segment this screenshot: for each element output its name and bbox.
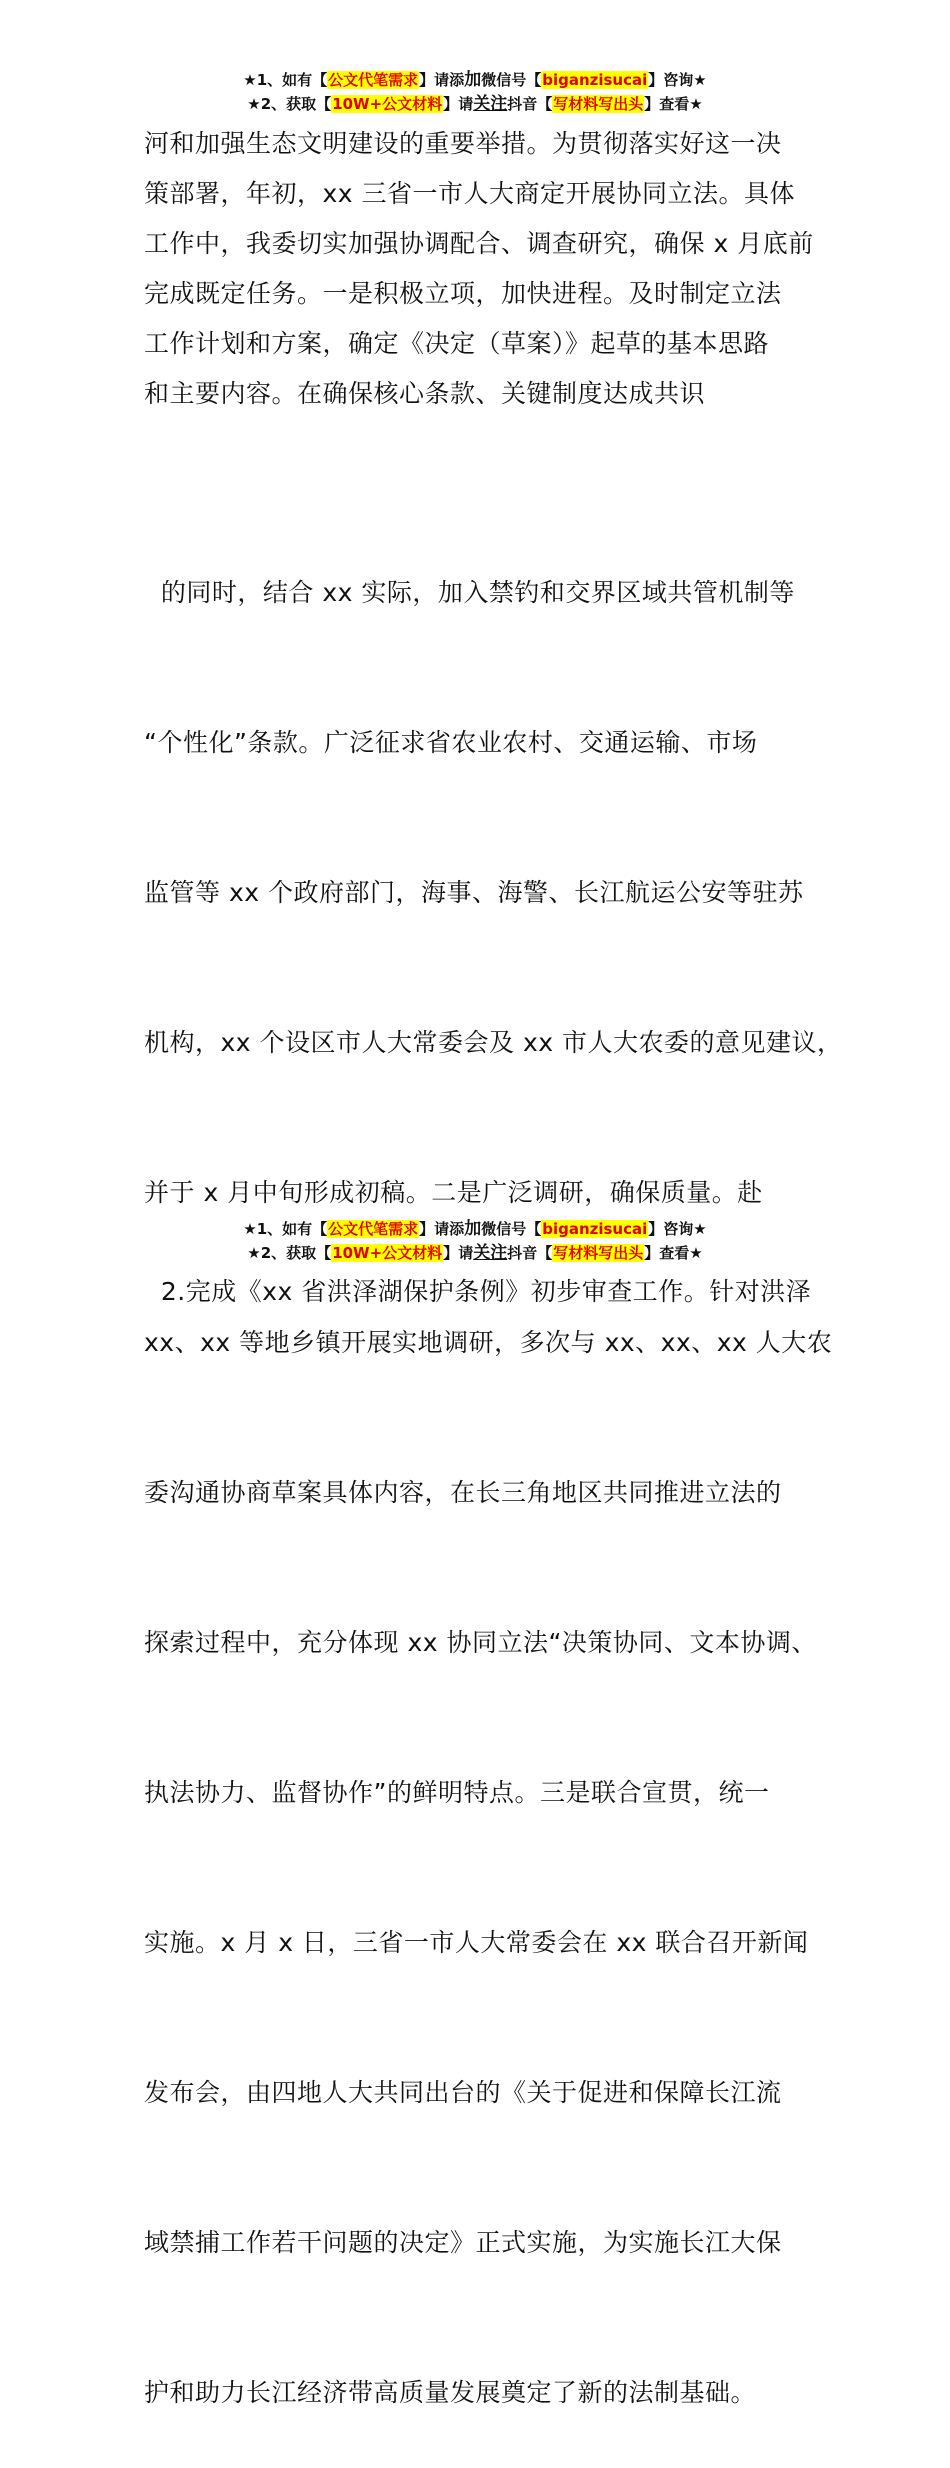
- highlight-douyin-id: 写材料写出头: [553, 95, 644, 113]
- highlight-service: 公文代笔需求: [328, 71, 419, 89]
- banner-text: 】查看★: [644, 1244, 703, 1262]
- text-line: 工作中，我委切实加强协调配合、调查研究，确保 x 月底前: [144, 229, 814, 258]
- banner-text: ★1、如有【: [243, 1220, 328, 1238]
- text-line: 策部署，年初，xx 三省一市人大商定开展协同立法。具体: [144, 179, 796, 208]
- banner-line-1: [0, 68, 950, 92]
- text-line: 探索过程中，充分体现 xx 协同立法“决策协同、文本协调、: [144, 1628, 817, 1657]
- text-line: 工作计划和方案，确定《决定（草案）》起草的基本思路: [144, 329, 770, 358]
- header-banner: [0, 68, 950, 116]
- text-line: 发布会，由四地人大共同出台的《关于促进和保障长江流: [144, 2078, 782, 2107]
- banner-text: ★2、获取【: [247, 95, 332, 113]
- highlight-materials: 10W+公文材料: [332, 95, 443, 113]
- text-line: xx、xx 等地乡镇开展实地调研，多次与 xx、xx、xx 人大农: [144, 1328, 833, 1357]
- banner-text: 】请: [443, 95, 474, 113]
- banner-text: 关注: [473, 1243, 508, 1263]
- banner-text: 抖音【: [507, 95, 553, 113]
- highlight-service: 公文代笔需求: [328, 1220, 419, 1238]
- text-line: 2.完成《xx 省洪泽湖保护条例》初步审查工作。针对洪泽: [144, 1277, 812, 1306]
- text-line: 完成既定任务。一是积极立项，加快进程。及时制定立法: [144, 279, 782, 308]
- banner-line-2: [0, 92, 950, 116]
- banner-line-2: [0, 1241, 950, 1265]
- paragraph-2: [144, 468, 843, 2468]
- highlight-materials: 10W+公文材料: [332, 1244, 443, 1262]
- banner-text: 加: [464, 1219, 482, 1239]
- banner-text: 】咨询★: [648, 71, 707, 89]
- text-line: 实施。x 月 x 日，三省一市人大常委会在 xx 联合召开新闻: [144, 1928, 809, 1957]
- text-line: 机构，xx 个设区市人大常委会及 xx 市人大农委的意见建议，: [144, 1028, 843, 1057]
- banner-text: 】请添: [419, 1220, 465, 1238]
- banner-text: 微信号【: [481, 71, 542, 89]
- highlight-wechat-id: biganzisucai: [542, 71, 648, 89]
- banner-text: 】请添: [419, 71, 465, 89]
- banner-text: 微信号【: [481, 1220, 542, 1238]
- banner-text: ★2、获取【: [247, 1244, 332, 1262]
- text-line: 和主要内容。在确保核心条款、关键制度达成共识: [144, 379, 706, 408]
- banner-text: ★1、如有【: [243, 71, 328, 89]
- banner-text: 抖音【: [507, 1244, 553, 1262]
- paragraph-1: [144, 119, 834, 419]
- banner-text: 】查看★: [644, 95, 703, 113]
- text-line: 护和助力长江经济带高质量发展奠定了新的法制基础。: [144, 2378, 757, 2407]
- footer-banner: [0, 1217, 950, 1265]
- banner-line-1: [0, 1217, 950, 1241]
- text-line: 委沟通协商草案具体内容，在长三角地区共同推进立法的: [144, 1478, 782, 1507]
- text-line: “个性化”条款。广泛征求省农业农村、交通运输、市场: [144, 728, 758, 757]
- banner-text: 关注: [473, 94, 508, 114]
- text-line: 执法协力、监督协作”的鲜明特点。三是联合宣贯，统一: [144, 1778, 770, 1807]
- highlight-wechat-id: biganzisucai: [542, 1220, 648, 1238]
- text-line: 的同时，结合 xx 实际，加入禁钓和交界区域共管机制等: [144, 578, 795, 607]
- text-line: 域禁捕工作若干问题的决定》正式实施，为实施长江大保: [144, 2228, 782, 2257]
- highlight-douyin-id: 写材料写出头: [553, 1244, 644, 1262]
- text-line: 监管等 xx 个政府部门，海事、海警、长江航运公安等驻苏: [144, 878, 804, 907]
- banner-text: 】请: [443, 1244, 474, 1262]
- paragraph-3: [144, 1167, 834, 1367]
- text-line: 河和加强生态文明建设的重要举措。为贯彻落实好这一决: [144, 129, 782, 158]
- banner-text: 】咨询★: [648, 1220, 707, 1238]
- banner-text: 加: [464, 70, 482, 90]
- text-line: 并于 x 月中旬形成初稿。二是广泛调研，确保质量。赴: [144, 1178, 763, 1207]
